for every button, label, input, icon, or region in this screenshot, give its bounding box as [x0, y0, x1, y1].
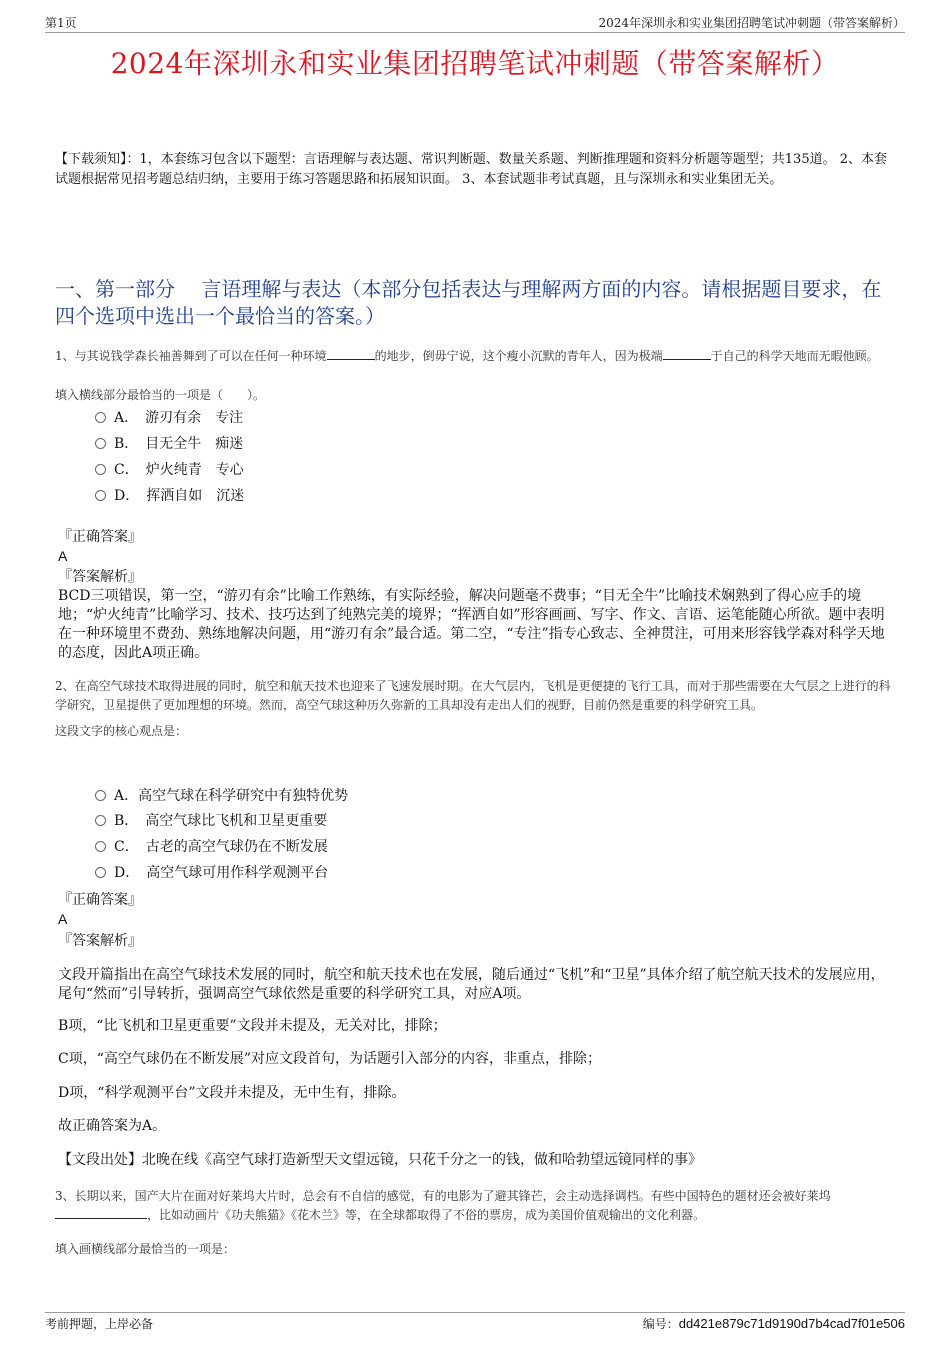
radio-icon[interactable]: [95, 490, 106, 501]
correct-answer-label: 『正确答案』: [58, 529, 142, 545]
question-1-option-c[interactable]: C． 炉火纯青 专心: [95, 460, 244, 480]
question-2-option-b[interactable]: B． 高空气球比飞机和卫星更重要: [95, 811, 327, 831]
answer-blank: [663, 347, 711, 360]
radio-icon[interactable]: [95, 438, 106, 449]
question-2-option-c[interactable]: C． 古老的高空气球仍在不断发展: [95, 837, 328, 857]
document-title: 2024年深圳永和实业集团招聘笔试冲刺题（带答案解析）: [110, 47, 840, 80]
question-1-option-b[interactable]: B． 目无全牛 痴迷: [95, 434, 243, 454]
radio-icon[interactable]: [95, 841, 106, 852]
correct-answer: A: [58, 911, 68, 927]
page-header: [45, 12, 905, 33]
radio-icon[interactable]: [95, 867, 106, 878]
radio-icon[interactable]: [95, 815, 106, 826]
correct-answer-label: 『正确答案』: [58, 892, 142, 908]
question-2-option-a[interactable]: A．高空气球在科学研究中有独特优势: [95, 786, 348, 806]
question-3-prompt: 填入画横线部分最恰当的一项是：: [55, 1242, 236, 1256]
download-notice: 【下载须知】：1，本套练习包含以下题型：言语理解与表达题、常识判断题、数量关系题、判断推理题和资料分析题等题型；共135道。 2、本套试题根据常见招考题总结归纳，主要用于练习答题思路和拓展知识面。 3、本套试题非考试真题，且与深圳永和实业集团无关。: [55, 152, 887, 187]
question-1-prompt: 填入横线部分最恰当的一项是（ ）。: [55, 388, 266, 402]
page-number: 第1页: [45, 16, 77, 30]
analysis-text: BCD三项错误，第一空，“游刃有余”比喻工作熟练，有实际经验，解决问题毫不费事；“目无全牛”比喻技术娴熟到了得心应手的境地；“炉火纯青”比喻学习、技术、技巧达到了纯熟完美的境界；“挥洒自如”形容画画、写字、作文、言语、运笔能随心所欲。题中表明在一种环境里不费劲、熟练地解决问题，用“游刃有余”最合适。第二空，“专注”指专心致志、全神贯注，可用来形容钱学森对科学天地的态度，因此A项正确。: [58, 588, 885, 661]
analysis-paragraph: C项，“高空气球仍在不断发展”对应文段首句，为话题引入部分的内容，非重点，排除；: [58, 1051, 602, 1067]
header-doc-title: 2024年深圳永和实业集团招聘笔试冲刺题（带答案解析）: [598, 16, 905, 30]
answer-blank: [327, 347, 375, 360]
analysis-paragraph: 故正确答案为A。: [58, 1118, 167, 1134]
page-footer: [45, 1312, 905, 1331]
question-1-option-d[interactable]: D． 挥洒自如 沉迷: [95, 486, 244, 506]
analysis-label: 『答案解析』: [58, 569, 142, 585]
question-2-prompt: 这段文字的核心观点是：: [55, 724, 188, 738]
question-1-option-a[interactable]: A． 游刃有余 专注: [95, 408, 243, 428]
question-3-stem: 3、长期以来，国产大片在面对好莱坞大片时，总会有不自信的感觉，有的电影为了避其锋芒，会主动选择调档。有些中国特色的题材还会被好莱坞，比如动画片《功夫熊猫》《花木兰》等，在全球都取得了不俗的票房，成为美国价值观输出的文化利器。: [55, 1189, 831, 1222]
radio-icon[interactable]: [95, 790, 106, 801]
question-2-option-d[interactable]: D． 高空气球可用作科学观测平台: [95, 863, 328, 883]
radio-icon[interactable]: [95, 464, 106, 475]
analysis-paragraph: B项，“比飞机和卫星更重要”文段并未提及，无关对比，排除；: [58, 1018, 447, 1034]
source-citation: 【文段出处】北晚在线《高空气球打造新型天文望远镜，只花千分之一的钱，做和哈勃望远镜同样的事》: [58, 1152, 702, 1168]
correct-answer: A: [58, 548, 68, 564]
question-1-stem: 1、与其说钱学森长袖善舞到了可以在任何一种环境 的地步，倒毋宁说，这个瘦小沉默的青年人，因为极端 于自己的科学天地而无暇他顾。: [55, 349, 879, 363]
answer-blank: [55, 1206, 147, 1219]
question-2-stem: 2、在高空气球技术取得进展的同时，航空和航天技术也迎来了飞速发展时期。在大气层内，飞机是更便捷的飞行工具，而对于那些需要在大气层之上进行的科学研究，卫星提供了更加理想的环境。然而，高空气球这种历久弥新的工具却没有走出人们的视野，目前仍然是重要的科学研究工具。: [55, 679, 891, 712]
analysis-paragraph: 文段开篇指出在高空气球技术发展的同时，航空和航天技术也在发展，随后通过“飞机”和“卫星”具体介绍了航空航天技术的发展应用，尾句“然而”引导转折，强调高空气球依然是重要的科学研究工具，对应A项。: [58, 967, 885, 1002]
footer-code: 编号：dd421e879c71d9190d7b4cad7f01e506: [642, 1316, 905, 1331]
footer-slogan: 考前押题，上岸必备: [45, 1317, 154, 1331]
radio-icon[interactable]: [95, 412, 106, 423]
analysis-label: 『答案解析』: [58, 933, 142, 949]
section-title: 一、第一部分 言语理解与表达（本部分包括表达与理解两方面的内容。请根据题目要求，在四个选项中选出一个最恰当的答案。）: [55, 277, 882, 328]
analysis-paragraph: D项，“科学观测平台”文段并未提及，无中生有，排除。: [58, 1085, 406, 1101]
